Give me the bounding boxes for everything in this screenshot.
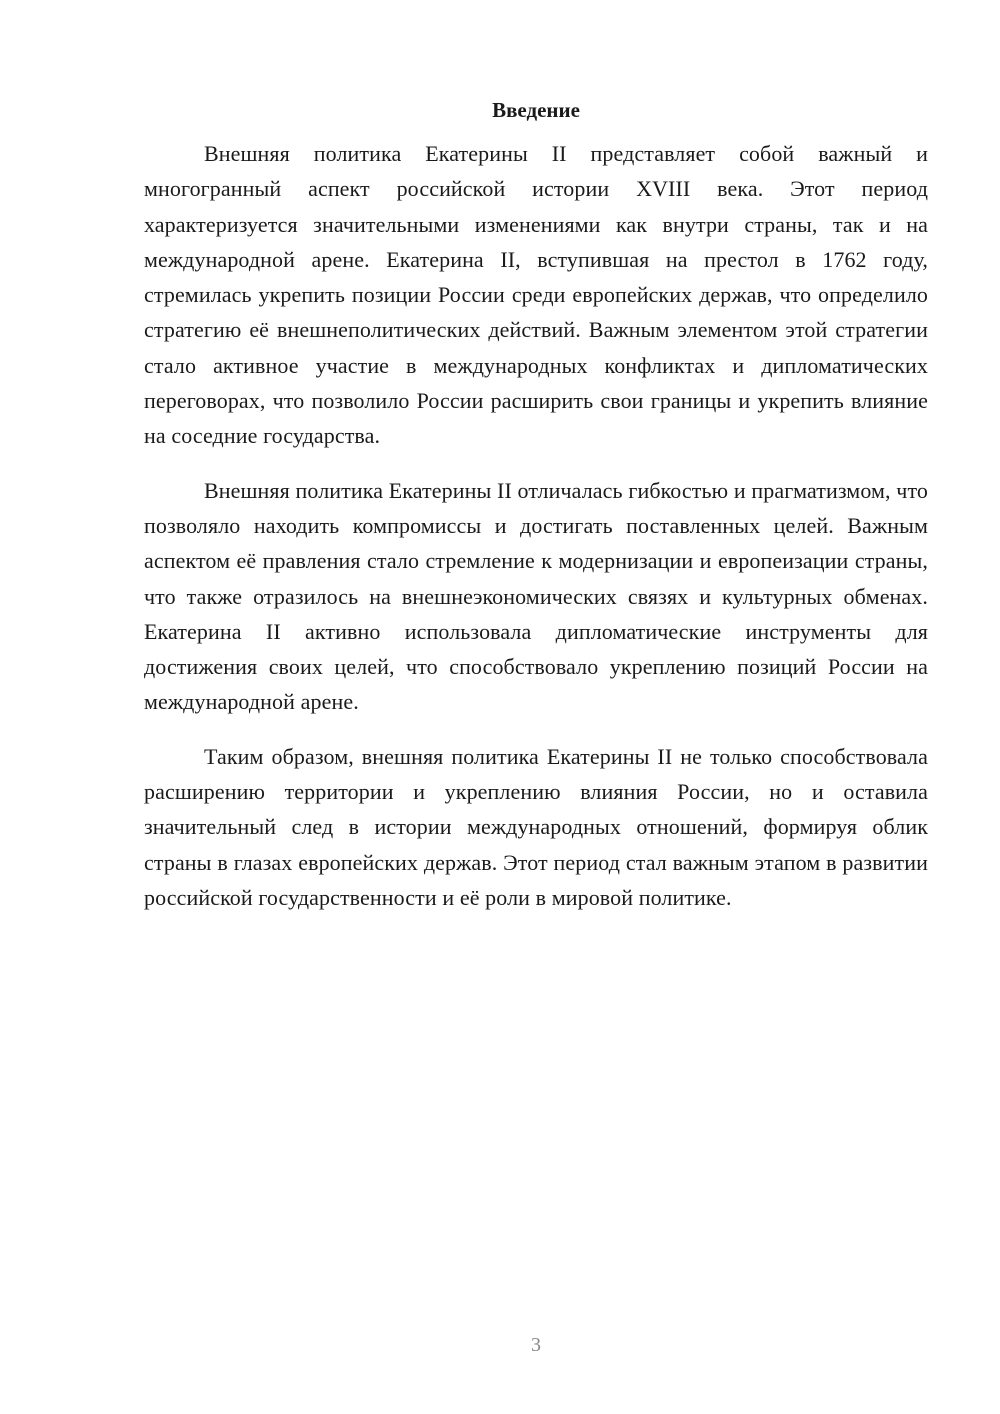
page-content: [144, 94, 928, 934]
paragraph-3: Таким образом, внешняя политика Екатерины II не только способствовала расширению территории и укреплению влияния России, но и оставила значительный след в истории международных отношений, формируя облик страны в глазах европейских держав. Этот период стал важным этапом в развитии российской государственности и её роли в мировой политике.: [144, 743, 928, 910]
paragraph-1: Внешняя политика Екатерины II представляет собой важный и многогранный аспект российской истории XVIII века. Этот период характеризуется значительными изменениями как внутри страны, так и на международной арене. Екатерина II, вступившая на престол в 1762 году, стремилась укрепить позиции России среди европейских держав, что определило стратегию её внешнеполитических действий. Важным элементом этой стратегии стало активное участие в международных конфликтах и дипломатических переговорах, что позволило России расширить свои границы и укрепить влияние на соседние государства.: [144, 141, 928, 449]
section-heading: Введение: [492, 98, 580, 122]
page-number: 3: [531, 1334, 541, 1356]
paragraph-2: Внешняя политика Екатерины II отличалась гибкостью и прагматизмом, что позволяло находить компромиссы и достигать поставленных целей. Важным аспектом её правления стало стремление к модернизации и европеизации страны, что также отразилось на внешнеэкономических связях и культурных обменах. Екатерина II активно использовала дипломатические инструменты для достижения своих целей, что способствовало укреплению позиций России на международной арене.: [144, 477, 928, 715]
